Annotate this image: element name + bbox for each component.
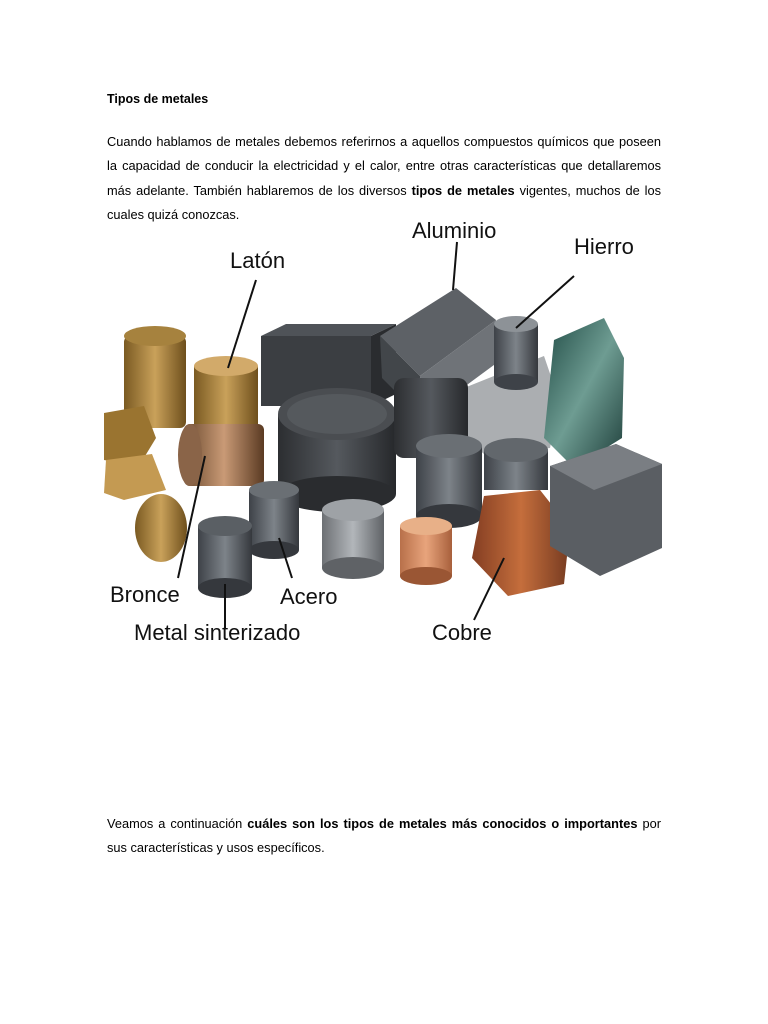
- light-grey-cylinder: [322, 499, 384, 579]
- section-title: Tipos de metales: [107, 92, 209, 106]
- cobre-label: Cobre: [432, 620, 492, 645]
- metal-samples-image: [104, 218, 662, 645]
- aluminio-pointer: [453, 242, 457, 290]
- pink-alloy-cylinder: [400, 517, 452, 585]
- hierro-pointer: [516, 276, 574, 328]
- hierro-label: Hierro: [574, 234, 634, 259]
- bronce-cylinder: [178, 424, 264, 486]
- intro-text-start: Cuando hablamos de metales debemos referirnos a aquellos compuestos químicos que poseen la capacidad de conducir la electricidad y el calor, entre otras características que detallaremos más adelante. También hablaremos de los diversos: [107, 134, 661, 198]
- outro-text-start: Veamos a continuación: [107, 816, 248, 831]
- bronce-label: Bronce: [110, 582, 180, 607]
- aluminio-label: Aluminio: [412, 218, 497, 243]
- intro-bold-term: tipos de metales: [411, 182, 515, 198]
- acero-cylinder: [249, 481, 299, 559]
- sinterizado-label: Metal sinterizado: [134, 620, 301, 645]
- brass-fragments: [104, 406, 187, 562]
- outro-text-end: por sus características y usos específicos.: [107, 816, 661, 856]
- outro-bold-term: cuáles son los tipos de metales más conocidos o importantes: [247, 816, 638, 831]
- laton-label: Latón: [230, 248, 286, 273]
- outro-paragraph: [107, 812, 661, 861]
- grey-cylinder-middle: [416, 434, 482, 528]
- steel-cylinder-right: [484, 438, 548, 490]
- laton-pointer: [228, 280, 256, 368]
- acero-label: Acero: [280, 584, 338, 609]
- intro-text-end: vigentes, muchos de los cuales quizá conozcas.: [107, 182, 661, 223]
- intro-paragraph: [107, 130, 661, 228]
- metal-samples-illustration: [104, 218, 662, 645]
